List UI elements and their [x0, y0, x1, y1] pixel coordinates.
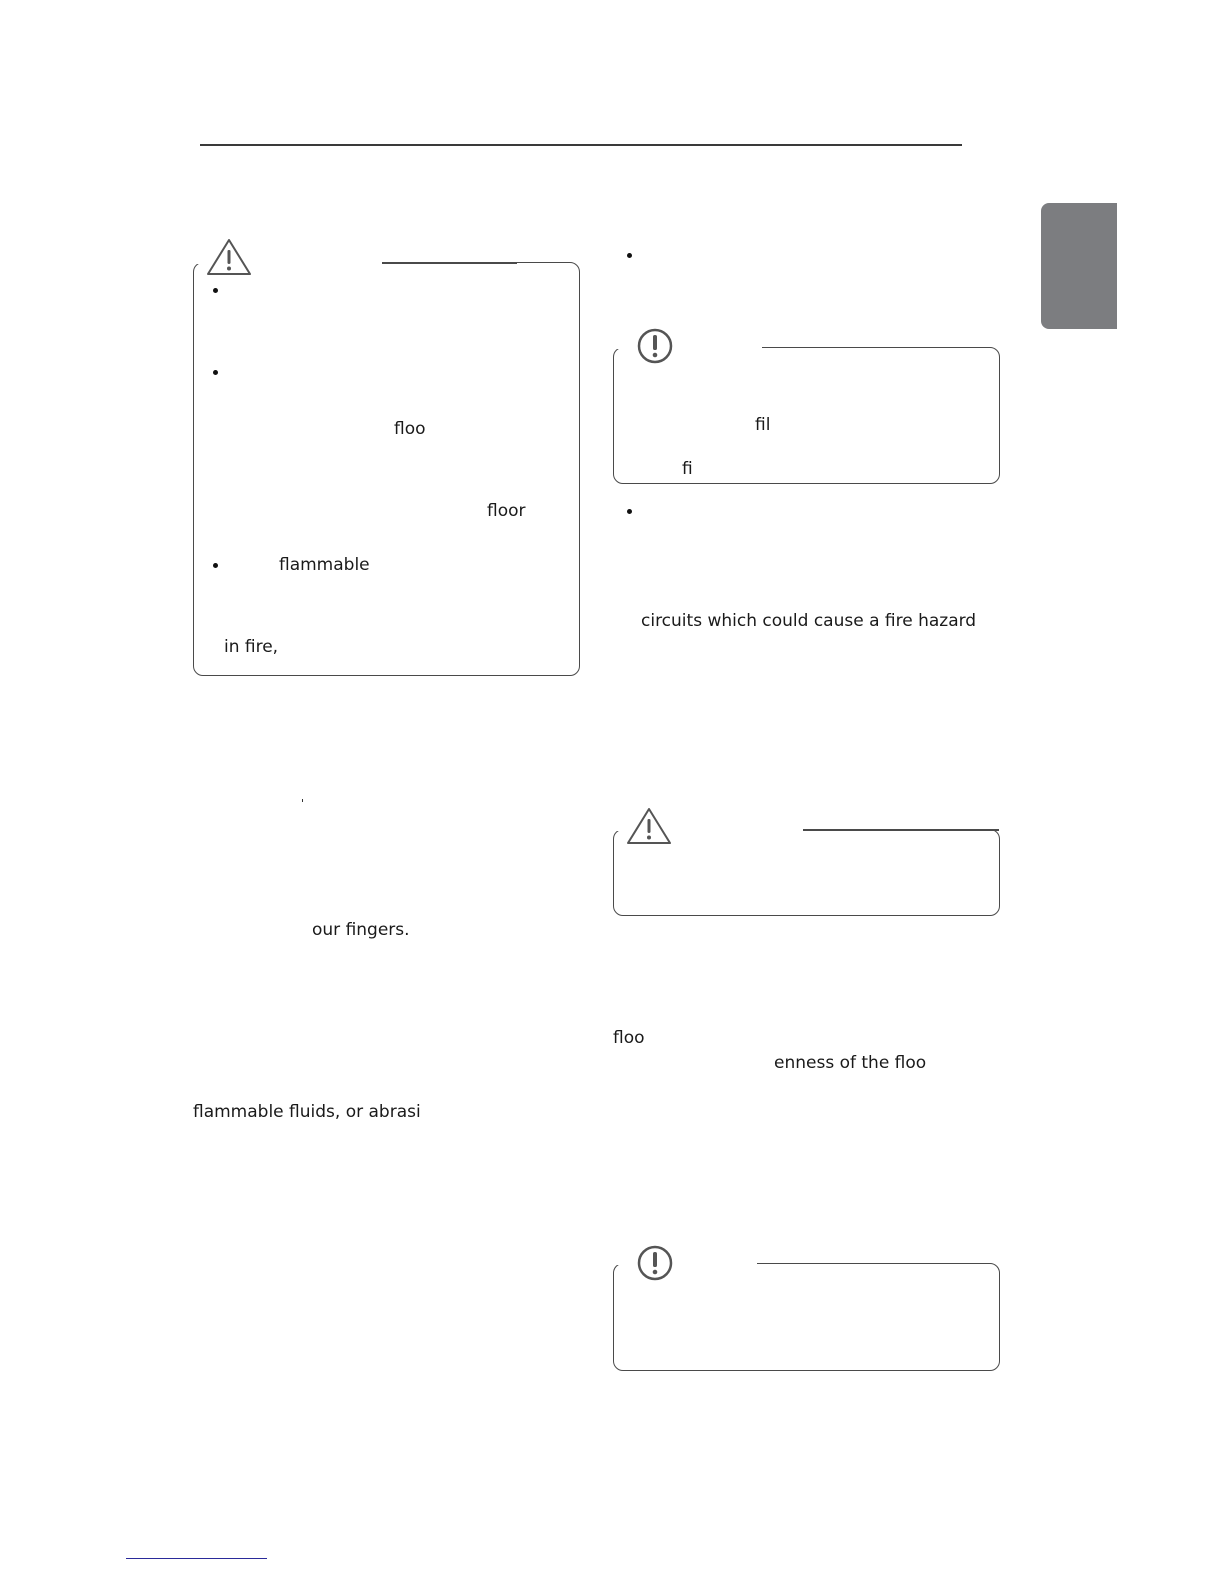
exclamation-circle-icon	[636, 327, 674, 365]
bullet	[627, 509, 632, 514]
text-fragment-fingers: our fingers.	[312, 920, 410, 940]
text-fragment-floo: floo	[394, 419, 426, 439]
text-fragment-floor: floor	[487, 501, 526, 521]
bullet	[213, 563, 218, 568]
text-fragment-fi: fi	[682, 459, 693, 479]
note-box	[613, 347, 1000, 484]
text-fragment-fil: fil	[755, 415, 771, 435]
warning-box-head-line	[382, 262, 517, 264]
text-fragment-in-fire: in fire,	[224, 637, 279, 657]
footer-link-underline	[126, 1558, 267, 1559]
text-fragment-flammable-fluids: flammable fluids, or abrasi	[193, 1102, 421, 1122]
bullet	[627, 253, 632, 258]
text-fragment-flammable: flammable	[279, 555, 370, 575]
warning-box	[193, 262, 580, 676]
text-fragment-evenness: enness of the floo	[774, 1053, 927, 1073]
warning-box-head-line	[803, 829, 999, 831]
text-fragment-floo: floo	[613, 1028, 645, 1048]
exclamation-circle-icon	[636, 1244, 674, 1282]
stray-mark	[302, 799, 303, 802]
header-rule	[200, 144, 962, 146]
warning-triangle-icon	[205, 237, 253, 277]
bullet	[213, 370, 218, 375]
text-fragment-circuits: circuits which could cause a fire hazard	[641, 611, 977, 631]
warning-triangle-icon	[625, 806, 673, 846]
bullet	[213, 288, 218, 293]
section-tab	[1041, 203, 1117, 329]
